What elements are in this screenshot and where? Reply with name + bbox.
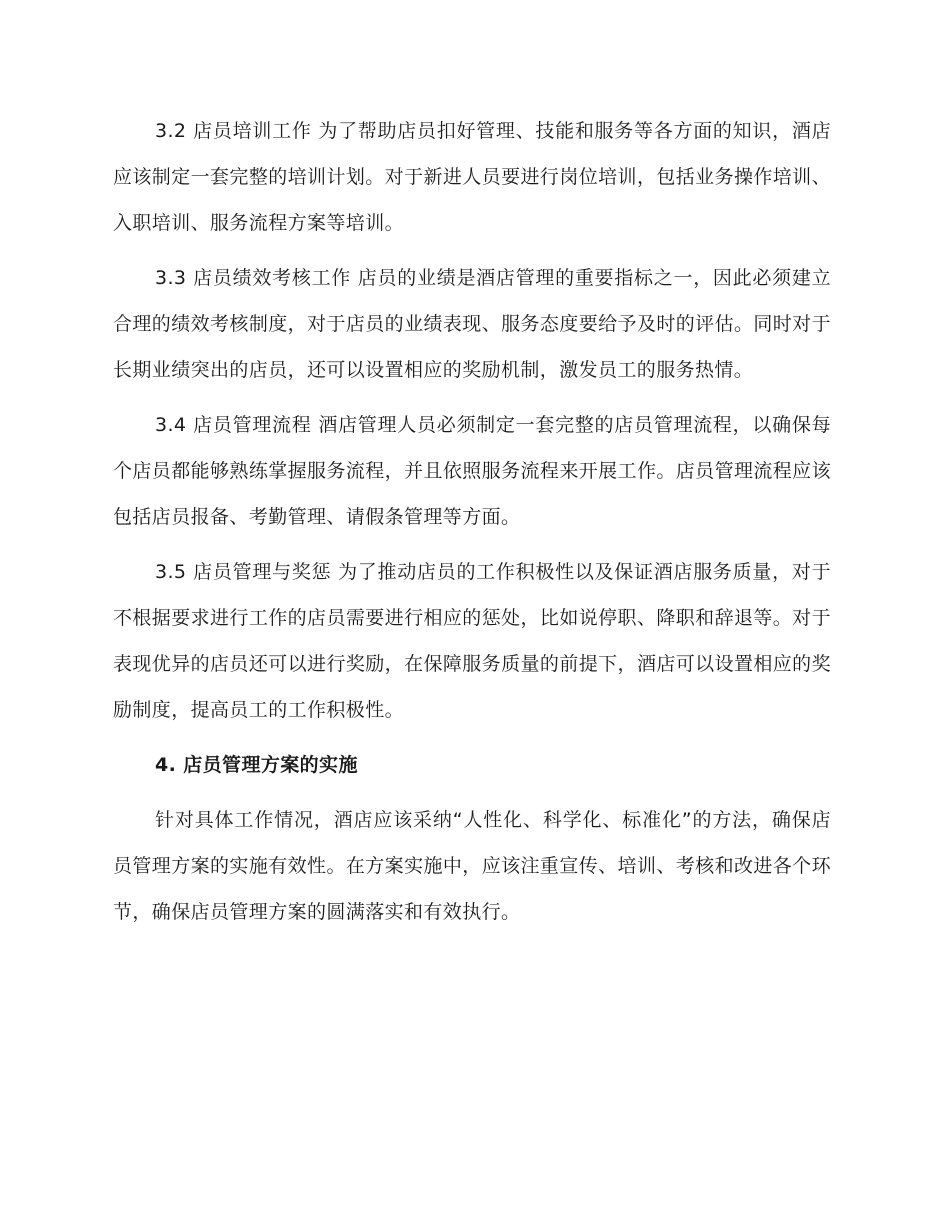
- paragraph-3-5-rewards-penalties: 3.5 店员管理与奖惩 为了推动店员的工作积极性以及保证酒店服务质量，对于不根据要求进行工作的店员需要进行相应的惩处，比如说停职、降职和辞退等。对于表现优异的店员还可以进行奖励，在保障服务质量的前提下，酒店可以设置相应的奖励制度，提高员工的工作积极性。: [113, 561, 831, 721]
- paragraph-3-2-staff-training: 3.2 店员培训工作 为了帮助店员扣好管理、技能和服务等各方面的知识，酒店应该制定一套完整的培训计划。对于新进人员要进行岗位培训，包括业务操作培训、入职培训、服务流程方案等培训。: [113, 120, 831, 234]
- paragraph-3-3-performance-review: 3.3 店员绩效考核工作 店员的业绩是酒店管理的重要指标之一，因此必须建立合理的绩效考核制度，对于店员的业绩表现、服务态度要给予及时的评估。同时对于长期业绩突出的店员，还可以设置相应的奖励机制，激发员工的服务热情。: [113, 267, 831, 381]
- section-heading-4: 4. 店员管理方案的实施: [155, 754, 358, 776]
- paragraph-4-implementation: 针对具体工作情况，酒店应该采纳“人性化、科学化、标准化”的方法，确保店员管理方案的实施有效性。在方案实施中，应该注重宣传、培训、考核和改进各个环节，确保店员管理方案的圆满落实和有效执行。: [113, 809, 831, 923]
- paragraph-3-4-management-process: 3.4 店员管理流程 酒店管理人员必须制定一套完整的店员管理流程，以确保每个店员都能够熟练掌握服务流程，并且依照服务流程来开展工作。店员管理流程应该包括店员报备、考勤管理、请假条管理等方面。: [113, 414, 831, 528]
- document-page: [113, 108, 831, 944]
